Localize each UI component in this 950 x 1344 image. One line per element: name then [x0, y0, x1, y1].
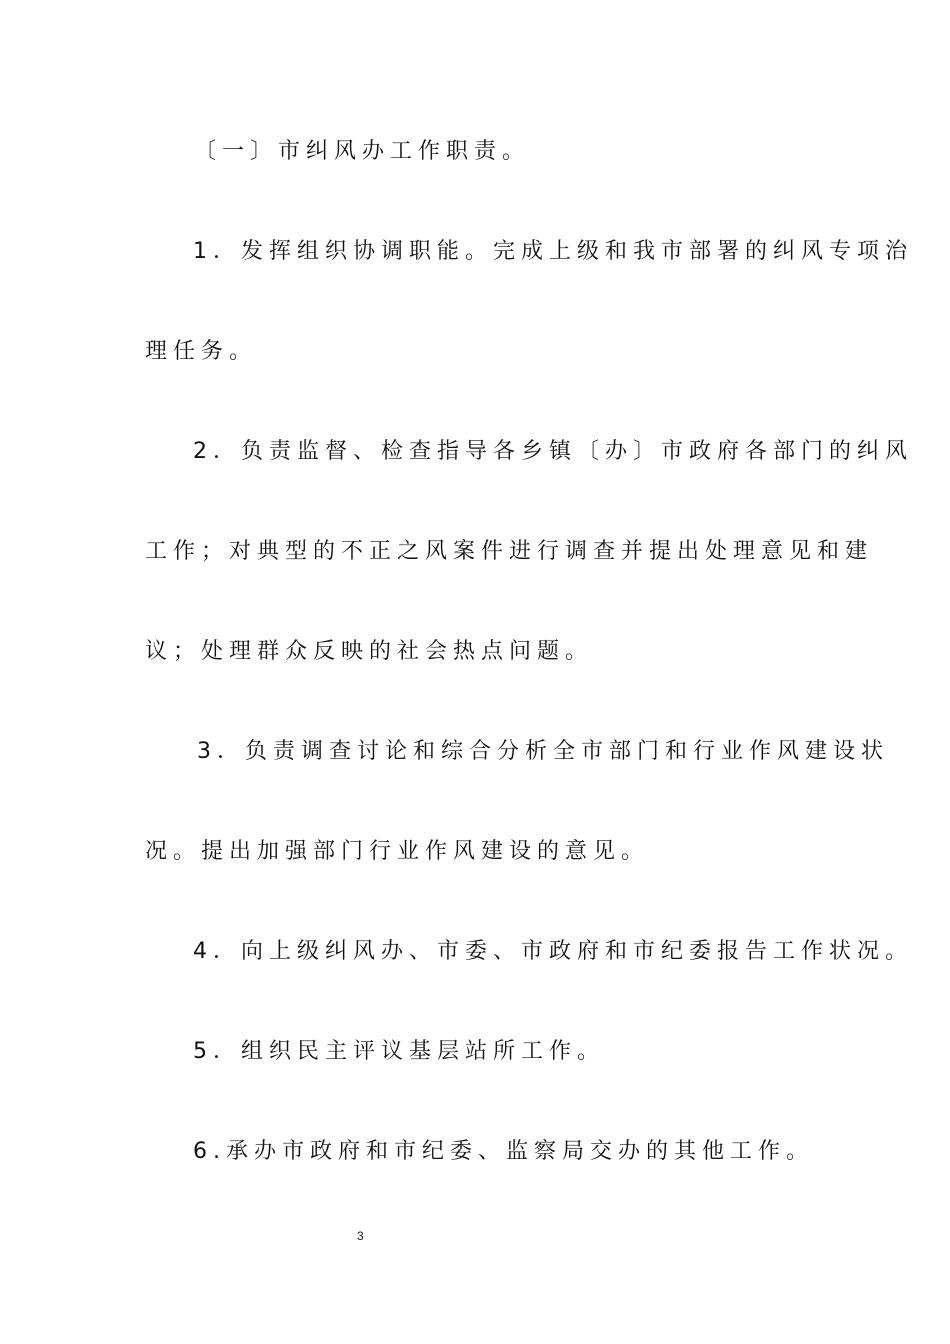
item-2-line-3: 议；处理群众反映的社会热点问题。: [145, 639, 594, 664]
item-2-line-2: 工作；对典型的不正之风案件进行调查并提出处理意见和建: [145, 539, 874, 564]
item-5-line-1: 5．组织民主评议基层站所工作。: [193, 1039, 605, 1064]
item-6-line-1: 6.承办市政府和市纪委、监察局交办的其他工作。: [193, 1139, 814, 1164]
item-2-line-1: 2．负责监督、检查指导各乡镇〔办〕市政府各部门的纠风: [193, 439, 913, 464]
item-3-line-2: 况。提出加强部门行业作风建设的意见。: [145, 839, 650, 864]
page-number: 3: [357, 1229, 364, 1243]
item-1-line-2: 理任务。: [145, 339, 258, 364]
item-3-line-1: 3．负责调查讨论和综合分析全市部门和行业作风建设状: [197, 739, 889, 764]
item-1-line-1: 1．发挥组织协调职能。完成上级和我市部署的纠风专项治: [193, 239, 913, 264]
item-4-line-1: 4．向上级纠风办、市委、市政府和市纪委报告工作状况。: [193, 939, 913, 964]
section-heading: 〔一〕市纠风办工作职责。: [194, 139, 531, 164]
